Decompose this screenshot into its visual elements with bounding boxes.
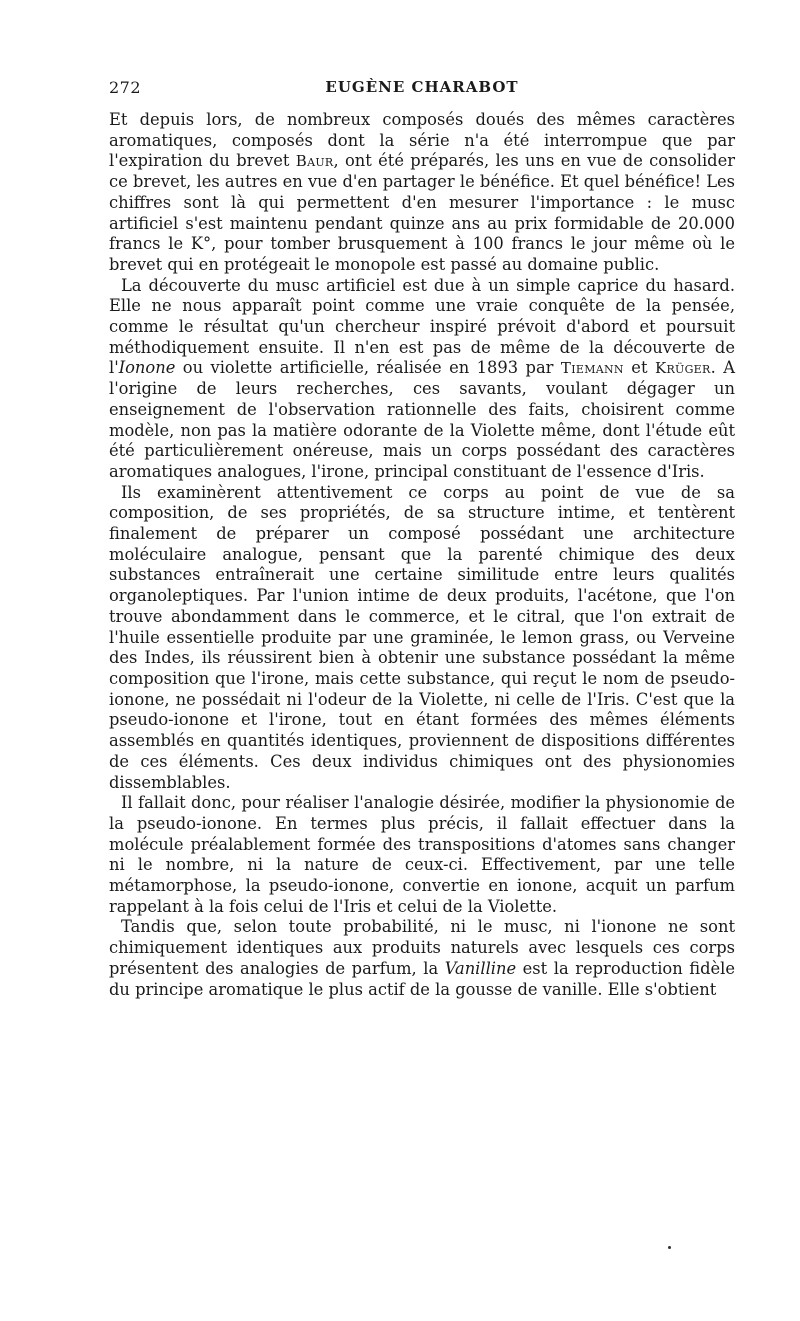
author-name-baur: Baur — [295, 152, 334, 171]
text-segment: Tandis que, selon toute probabilité, ni le musc, ni l'ionone ne sont chimiquement identiques aux produits naturels avec lesquels ces corps présentent des analogies de parfum, la — [109, 917, 735, 978]
paragraph-5 — [109, 917, 735, 1000]
text-segment: . A l'origine de leurs recherches, ces savants, voulant dégager un enseignement de l'observation rationnelle des faits, choisirent comme modèle, non pas la matière odorante de la Violette même, dont l'étude eût été particulièrement onéreuse, mais un corps possédant des caractères aromatiques analogues, l'irone, principal constituant de l'essence d'Iris. — [109, 358, 735, 481]
paragraph-3 — [109, 483, 735, 794]
term-vanilline: Vanilline — [444, 958, 517, 978]
running-head: EUGÈNE CHARABOT — [325, 78, 519, 96]
author-name-kruger: Krüger — [654, 359, 711, 378]
page-number: 272 — [109, 78, 142, 97]
paragraph-4 — [109, 793, 735, 917]
text-segment: Ils examinèrent attentivement ce corps au point de vue de sa composition, de ses propriétés, de sa structure intime, et tentèrent finalement de préparer un composé possédant une architecture moléculaire analogue, pensant que la parenté chimique des deux substances entraînerait une certaine similitude entre leurs qualités organoleptiques. Par l'union intime de deux produits, l'acétone, que l'on trouve abondamment dans le commerce, et le citral, que l'on extrait de l'huile essentielle produite par une graminée, le lemon grass, ou Verveine des Indes, ils réussirent bien à obtenir une substance possédant la même composition que l'irone, mais cette substance, qui reçut le nom de pseudo-ionone, ne possédait ni l'odeur de la Violette, ni celle de l'Iris. C'est que la pseudo-ionone et l'irone, tout en étant formées des mêmes éléments assemblés en quantités identiques, proviennent de dispositions différentes de ces éléments. Ces deux individus chimiques ont des physionomies dissemblables. — [109, 482, 735, 792]
text-segment: ou violette artificielle, réalisée en 1893 par — [175, 358, 561, 378]
book-page — [109, 78, 735, 1000]
page-header — [109, 78, 735, 102]
text-segment: Il fallait donc, pour réaliser l'analogie désirée, modifier la physionomie de la pseudo-ionone. En termes plus précis, il fallait effectuer dans la molécule préalablement formée des transpositions d'atomes sans changer ni le nombre, ni la nature de ceux-ci. Effectivement, par une telle métamorphose, la pseudo-ionone, convertie en ionone, acquit un parfum rappelant à la fois celui de l'Iris et celui de la Violette. — [109, 793, 735, 916]
paragraph-1 — [109, 110, 735, 276]
text-segment: Et depuis lors, de nombreux composés doués des mêmes caractères aromatiques, composés dont la série n'a été interrompue que par l'expiration du brevet — [109, 110, 735, 171]
paragraph-2 — [109, 276, 735, 483]
term-ionone: Ionone — [118, 358, 176, 378]
text-segment: La découverte du musc artificiel est due à un simple caprice du hasard. Elle ne nous apparaît point comme une vraie conquête de la pensée, comme le résultat qu'un chercheur inspiré prévoit d'abord et poursuit méthodiquement ensuite. Il n'en est pas de même de la découverte de l' — [109, 275, 735, 378]
print-speck — [668, 1246, 671, 1249]
text-segment: , ont été préparés, les uns en vue de consolider ce brevet, les autres en vue d'en partager le bénéfice. Et quel bénéfice! Les chiffres sont là qui permettent d'en mesurer l'importance : le musc artificiel s'est maintenu pendant quinze ans au prix formidable de 20.000 francs le K°, pour tomber brusquement à 100 francs le jour même où le brevet qui en protégeait le monopole est passé au domaine public. — [109, 151, 736, 274]
author-name-tiemann: Tiemann — [560, 359, 624, 378]
text-segment: est la reproduction fidèle du principe aromatique le plus actif de la gousse de vanille. Elle s'obtient — [109, 958, 735, 999]
text-segment: et — [623, 358, 655, 378]
